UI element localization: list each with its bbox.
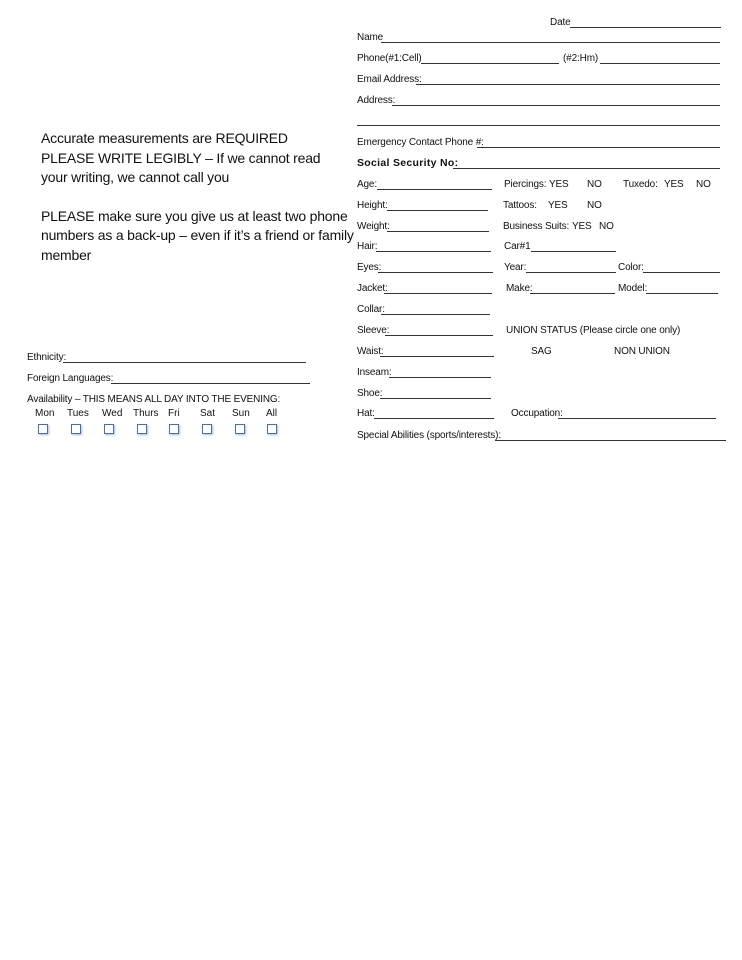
instruction-line: your writing, we cannot call you bbox=[41, 169, 230, 185]
checkbox-wed[interactable] bbox=[104, 424, 114, 434]
color-field[interactable] bbox=[643, 272, 720, 273]
day-label-thurs: Thurs bbox=[133, 408, 159, 419]
waist-label: Waist: bbox=[357, 346, 384, 357]
shoe-label: Shoe: bbox=[357, 388, 383, 399]
car-field[interactable] bbox=[531, 251, 616, 252]
name-label: Name bbox=[357, 32, 384, 43]
instruction-line: PLEASE WRITE LEGIBLY – If we cannot read bbox=[41, 149, 321, 166]
year-field[interactable] bbox=[526, 272, 616, 273]
model-field[interactable] bbox=[646, 293, 718, 294]
instruction-line: Accurate measurements are REQUIRED bbox=[41, 130, 288, 146]
occupation-field[interactable] bbox=[558, 418, 716, 419]
languages-label: Foreign Languages: bbox=[27, 373, 114, 384]
phone1-field[interactable] bbox=[421, 63, 559, 64]
tattoos-label: Tattoos: bbox=[503, 200, 537, 211]
non-union-option[interactable]: NON UNION bbox=[614, 346, 670, 357]
day-label-wed: Wed bbox=[102, 408, 123, 419]
eyes-label: Eyes: bbox=[357, 262, 382, 273]
suits-yes[interactable]: YES bbox=[572, 221, 592, 232]
piercings-no[interactable]: NO bbox=[587, 179, 602, 190]
age-label: Age: bbox=[357, 179, 377, 190]
age-field[interactable] bbox=[377, 189, 492, 190]
checkbox-mon[interactable] bbox=[38, 424, 48, 434]
emergency-label: Emergency Contact Phone #: bbox=[357, 137, 484, 148]
weight-field[interactable] bbox=[387, 231, 489, 232]
collar-label: Collar: bbox=[357, 304, 385, 315]
sleeve-field[interactable] bbox=[385, 335, 493, 336]
date-label: Date bbox=[550, 17, 571, 28]
checkbox-sat[interactable] bbox=[202, 424, 212, 434]
car-label: Car#1 bbox=[504, 241, 531, 252]
hat-label: Hat: bbox=[357, 408, 375, 419]
address-label: Address: bbox=[357, 95, 396, 106]
email-field[interactable] bbox=[416, 84, 720, 85]
year-label: Year: bbox=[504, 262, 527, 273]
tattoos-yes[interactable]: YES bbox=[548, 200, 568, 211]
email-label: Email Address: bbox=[357, 74, 422, 85]
emergency-field[interactable] bbox=[477, 147, 720, 148]
checkbox-fri[interactable] bbox=[169, 424, 179, 434]
tattoos-no[interactable]: NO bbox=[587, 200, 602, 211]
day-label-all: All bbox=[266, 408, 278, 419]
instruction-line: numbers as a back-up – even if it’s a friend or family bbox=[41, 227, 354, 243]
instruction-line: member bbox=[41, 246, 92, 263]
make-field[interactable] bbox=[530, 293, 615, 294]
checkbox-tues[interactable] bbox=[71, 424, 81, 434]
eyes-field[interactable] bbox=[378, 272, 493, 273]
availability-label: Availability – THIS MEANS ALL DAY INTO THE EVENING: bbox=[27, 394, 281, 405]
languages-field[interactable] bbox=[111, 383, 310, 384]
phone2-field[interactable] bbox=[600, 63, 720, 64]
date-field[interactable] bbox=[570, 27, 721, 28]
sleeve-label: Sleeve: bbox=[357, 325, 390, 336]
occupation-label: Occupation: bbox=[511, 408, 563, 419]
name-field[interactable] bbox=[381, 42, 720, 43]
suits-no[interactable]: NO bbox=[599, 221, 614, 232]
checkbox-thurs[interactable] bbox=[137, 424, 147, 434]
union-status-label: UNION STATUS (Please circle one only) bbox=[506, 325, 681, 336]
suits-label: Business Suits: bbox=[503, 221, 570, 232]
make-label: Make: bbox=[506, 283, 533, 294]
day-label-sat: Sat bbox=[200, 408, 216, 419]
piercings-yes[interactable]: YES bbox=[549, 179, 569, 190]
special-abilities-label: Special Abilities (sports/interests): bbox=[357, 430, 501, 441]
special-abilities-field[interactable] bbox=[495, 440, 726, 441]
tuxedo-no[interactable]: NO bbox=[696, 179, 711, 190]
height-field[interactable] bbox=[387, 210, 488, 211]
jacket-label: Jacket: bbox=[357, 283, 388, 294]
jacket-field[interactable] bbox=[384, 293, 492, 294]
collar-field[interactable] bbox=[381, 314, 490, 315]
ethnicity-label: Ethnicity: bbox=[27, 352, 67, 363]
inseam-field[interactable] bbox=[389, 377, 491, 378]
day-label-fri: Fri bbox=[168, 408, 180, 419]
sag-option[interactable]: SAG bbox=[531, 346, 552, 357]
day-label-tues: Tues bbox=[67, 408, 89, 419]
hat-field[interactable] bbox=[374, 418, 494, 419]
phone1-label: Phone(#1:Cell) bbox=[357, 53, 422, 64]
instructions-text bbox=[41, 129, 354, 265]
shoe-field[interactable] bbox=[380, 398, 491, 399]
checkbox-all[interactable] bbox=[267, 424, 277, 434]
checkbox-sun[interactable] bbox=[235, 424, 245, 434]
waist-field[interactable] bbox=[380, 356, 494, 357]
color-label: Color: bbox=[618, 262, 644, 273]
model-label: Model: bbox=[618, 283, 648, 294]
ethnicity-field[interactable] bbox=[63, 362, 306, 363]
weight-label: Weight: bbox=[357, 221, 390, 232]
instruction-line: PLEASE make sure you give us at least two phone bbox=[41, 207, 348, 224]
day-label-sun: Sun bbox=[232, 408, 250, 419]
ssn-label: Social Security No: bbox=[357, 157, 459, 169]
day-label-mon: Mon bbox=[35, 408, 55, 419]
ssn-field[interactable] bbox=[453, 168, 720, 169]
hair-label: Hair: bbox=[357, 241, 378, 252]
hair-field[interactable] bbox=[376, 251, 491, 252]
phone2-label: (#2:Hm) bbox=[563, 53, 599, 64]
tuxedo-label: Tuxedo: bbox=[623, 179, 658, 190]
address-line-2[interactable] bbox=[357, 125, 720, 126]
tuxedo-yes[interactable]: YES bbox=[664, 179, 684, 190]
address-field[interactable] bbox=[392, 105, 720, 106]
inseam-label: Inseam: bbox=[357, 367, 392, 378]
piercings-label: Piercings: bbox=[504, 179, 547, 190]
height-label: Height: bbox=[357, 200, 388, 211]
